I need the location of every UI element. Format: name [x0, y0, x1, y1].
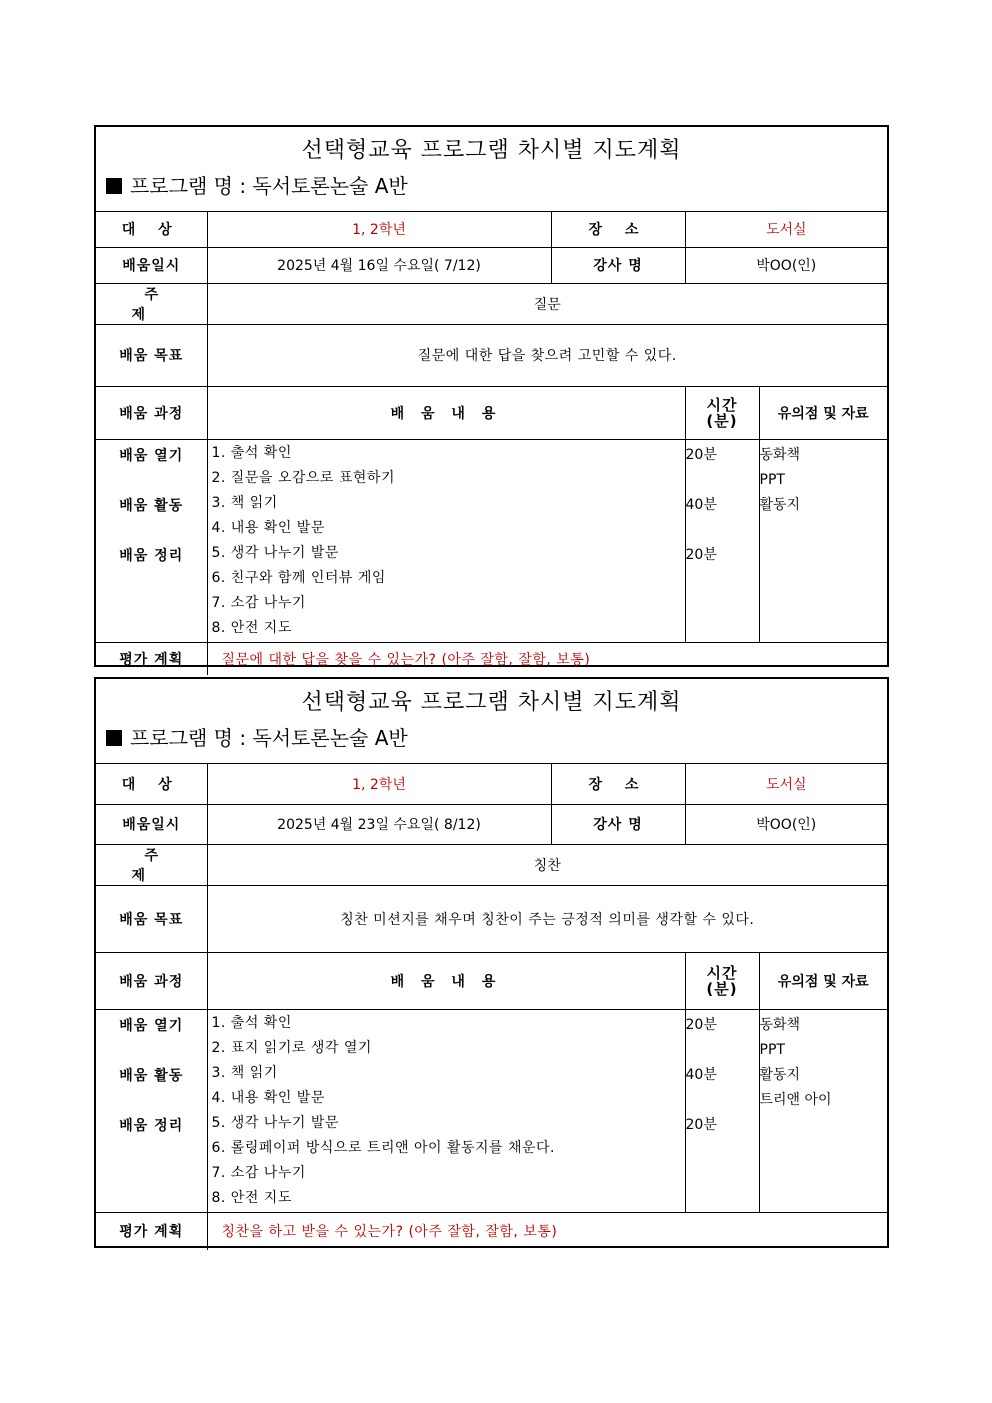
program-name-text: 프로그램 명 : 독서토론논술 A반: [130, 174, 408, 198]
label-teacher: 강사 명: [551, 804, 685, 844]
place-value: 도서실: [685, 212, 887, 247]
lesson-plan-2: [94, 677, 889, 1248]
list-item: 6. 친구와 함께 인터뷰 게임: [211, 569, 386, 586]
label-goal: 배움 목표: [96, 885, 207, 952]
date-value: 2025년 4월 16일 수요일( 7/12): [207, 247, 551, 283]
label-teacher: 강사 명: [551, 247, 685, 283]
label-time: 시간 (분): [685, 952, 759, 1009]
steps-list: [207, 439, 685, 642]
square-bullet-icon: [106, 730, 122, 746]
target-value: 1, 2학년: [207, 764, 551, 804]
label-materials: 유의점 및 자료: [759, 952, 887, 1009]
list-item: 3. 책 읽기: [211, 494, 278, 511]
label-date: 배움일시: [96, 247, 207, 283]
goal-value: 질문에 대한 답을 찾으려 고민할 수 있다.: [207, 324, 887, 386]
evaluation-value: 칭찬을 하고 받을 수 있는가? (아주 잘함, 잘함, 보통): [207, 1212, 887, 1250]
label-evaluation: 평가 계획: [96, 642, 207, 675]
list-item: 5. 생각 나누기 발문: [211, 544, 339, 561]
material-item: 활동지: [759, 1066, 801, 1083]
list-item: 5. 생각 나누기 발문: [211, 1114, 339, 1131]
plan-header: [96, 127, 887, 212]
time-activity: 40분: [685, 1066, 717, 1083]
label-topic: 주 제: [96, 283, 207, 324]
list-item: 1. 출석 확인: [211, 1014, 292, 1031]
stage-column: [96, 1009, 207, 1212]
label-materials: 유의점 및 자료: [759, 386, 887, 439]
list-item: 2. 표지 읽기로 생각 열기: [211, 1039, 372, 1056]
program-name: [96, 170, 887, 199]
list-item: 4. 내용 확인 발문: [211, 519, 325, 536]
topic-value: 질문: [207, 283, 887, 324]
label-content: 배 움 내 용: [207, 952, 685, 1009]
stage-close: 배움 정리: [119, 1117, 184, 1134]
label-process: 배움 과정: [96, 386, 207, 439]
place-value: 도서실: [685, 764, 887, 804]
program-name: [96, 722, 887, 751]
steps-list: [207, 1009, 685, 1212]
topic-value: 칭찬: [207, 844, 887, 885]
list-item: 2. 질문을 오감으로 표현하기: [211, 469, 395, 486]
time-column: [685, 1009, 759, 1212]
list-item: 4. 내용 확인 발문: [211, 1089, 325, 1106]
material-item: 동화책: [759, 446, 801, 463]
stage-open: 배움 열기: [119, 1017, 184, 1034]
list-item: 8. 안전 지도: [211, 1189, 292, 1206]
label-place: 장 소: [551, 764, 685, 804]
label-target: 대 상: [96, 212, 207, 247]
list-item: 7. 소감 나누기: [211, 594, 306, 611]
materials-column: [759, 439, 887, 642]
plan-table: [96, 764, 887, 1250]
target-value: 1, 2학년: [207, 212, 551, 247]
stage-column: [96, 439, 207, 642]
material-item: PPT: [759, 471, 785, 488]
time-activity: 40분: [685, 496, 717, 513]
stage-activity: 배움 활동: [119, 1067, 184, 1084]
label-date: 배움일시: [96, 804, 207, 844]
time-open: 20분: [685, 1016, 717, 1033]
label-evaluation: 평가 계획: [96, 1212, 207, 1250]
square-bullet-icon: [106, 178, 122, 194]
time-column: [685, 439, 759, 642]
time-close: 20분: [685, 546, 717, 563]
material-item: 동화책: [759, 1016, 801, 1033]
material-item: 활동지: [759, 496, 801, 513]
plan-title: 선택형교육 프로그램 차시별 지도계획: [301, 138, 682, 163]
label-process: 배움 과정: [96, 952, 207, 1009]
teacher-value: 박OO(인): [685, 804, 887, 844]
list-item: 3. 책 읽기: [211, 1064, 278, 1081]
material-item: 트리앤 아이: [759, 1091, 832, 1108]
label-content: 배 움 내 용: [207, 386, 685, 439]
list-item: 6. 롤링페이퍼 방식으로 트리앤 아이 활동지를 채운다.: [211, 1139, 556, 1156]
program-name-text: 프로그램 명 : 독서토론논술 A반: [130, 726, 408, 750]
lesson-plan-1: [94, 125, 889, 667]
list-item: 8. 안전 지도: [211, 619, 292, 636]
plan-header: [96, 679, 887, 764]
goal-value: 칭찬 미션지를 채우며 칭찬이 주는 긍정적 의미를 생각할 수 있다.: [207, 885, 887, 952]
time-open: 20분: [685, 446, 717, 463]
plan-title: 선택형교육 프로그램 차시별 지도계획: [301, 690, 682, 715]
plan-table: [96, 212, 887, 675]
material-item: PPT: [759, 1041, 785, 1058]
list-item: 1. 출석 확인: [211, 444, 292, 461]
materials-column: [759, 1009, 887, 1212]
label-goal: 배움 목표: [96, 324, 207, 386]
date-value: 2025년 4월 23일 수요일( 8/12): [207, 804, 551, 844]
evaluation-value: 질문에 대한 답을 찾을 수 있는가? (아주 잘함, 잘함, 보통): [207, 642, 887, 675]
label-target: 대 상: [96, 764, 207, 804]
label-place: 장 소: [551, 212, 685, 247]
teacher-value: 박OO(인): [685, 247, 887, 283]
stage-open: 배움 열기: [119, 447, 184, 464]
stage-activity: 배움 활동: [119, 497, 184, 514]
label-topic: 주 제: [96, 844, 207, 885]
list-item: 7. 소감 나누기: [211, 1164, 306, 1181]
label-time: 시간 (분): [685, 386, 759, 439]
time-close: 20분: [685, 1116, 717, 1133]
stage-close: 배움 정리: [119, 547, 184, 564]
